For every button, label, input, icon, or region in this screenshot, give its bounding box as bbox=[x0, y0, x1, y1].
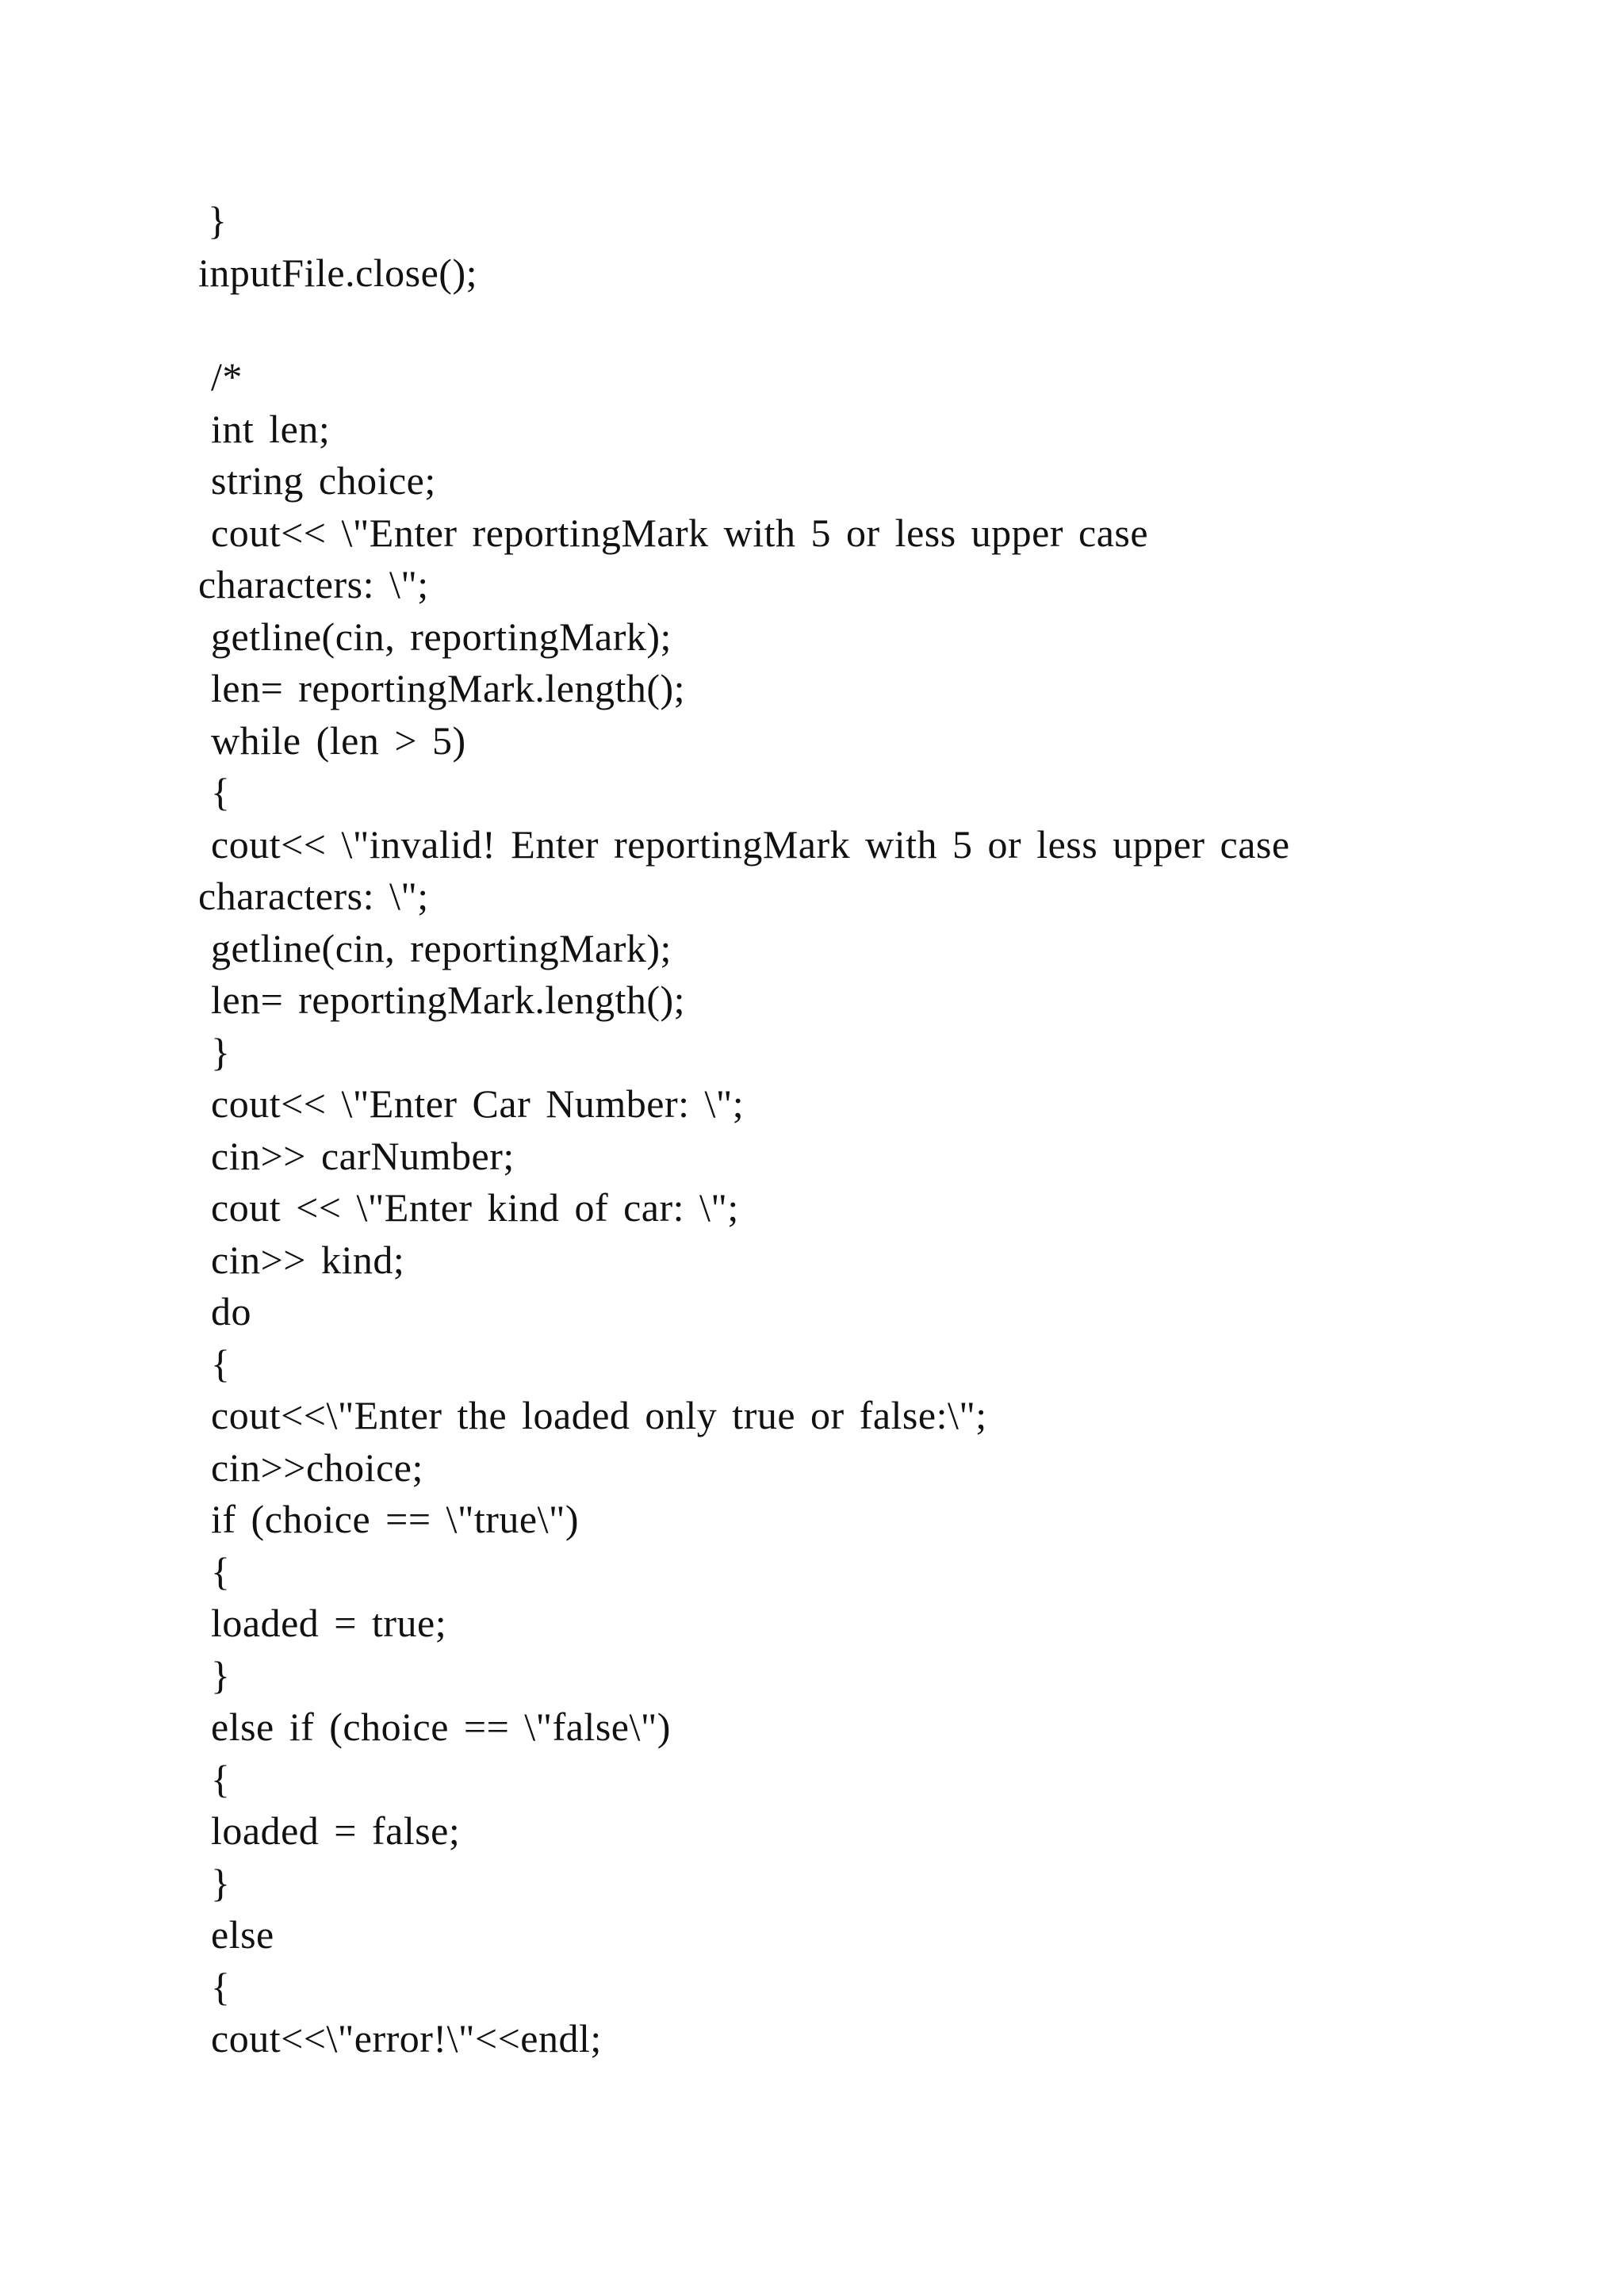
code-line: { bbox=[211, 1757, 231, 1801]
code-line: do bbox=[211, 1289, 251, 1334]
code-line: } bbox=[211, 1030, 231, 1074]
code-line: len= reportingMark.length(); bbox=[211, 666, 686, 710]
code-line: { bbox=[211, 1341, 231, 1386]
code-line: int len; bbox=[211, 407, 331, 451]
code-line: string choice; bbox=[211, 458, 436, 503]
code-line: { bbox=[211, 1549, 231, 1594]
code-line: len= reportingMark.length(); bbox=[211, 978, 686, 1022]
code-line: else bbox=[211, 1912, 274, 1957]
code-line: cout<<\"Enter the loaded only true or false:\"; bbox=[211, 1393, 987, 1437]
code-line: characters: \"; bbox=[198, 874, 429, 918]
code-line: getline(cin, reportingMark); bbox=[211, 926, 672, 970]
code-line: if (choice == \"true\") bbox=[211, 1497, 580, 1541]
code-line: { bbox=[211, 770, 231, 814]
code-line: cout<< \"Enter reportingMark with 5 or less upper case bbox=[211, 511, 1149, 555]
code-line: cin>> carNumber; bbox=[211, 1134, 515, 1178]
code-line: cin>> kind; bbox=[211, 1238, 405, 1282]
code-line: loaded = false; bbox=[211, 1808, 461, 1853]
code-line: else if (choice == \"false\") bbox=[211, 1705, 671, 1749]
code-line: loaded = true; bbox=[211, 1601, 447, 1645]
code-line: getline(cin, reportingMark); bbox=[211, 614, 672, 659]
code-line: cout << \"Enter kind of car: \"; bbox=[211, 1185, 739, 1230]
code-line: { bbox=[211, 1965, 231, 2009]
code-line: cin>>choice; bbox=[211, 1445, 423, 1490]
code-line: cout<< \"Enter Car Number: \"; bbox=[211, 1081, 745, 1126]
code-line: } bbox=[208, 198, 228, 243]
code-line: inputFile.close(); bbox=[198, 251, 477, 295]
code-line: /* bbox=[211, 354, 243, 399]
code-line: } bbox=[211, 1861, 231, 1905]
code-line: cout<<\"error!\"<<endl; bbox=[211, 2016, 602, 2061]
code-line: cout<< \"invalid! Enter reportingMark with 5 or less upper case bbox=[211, 822, 1290, 867]
code-line: characters: \"; bbox=[198, 562, 429, 607]
code-line: while (len > 5) bbox=[211, 718, 466, 763]
code-line: } bbox=[211, 1653, 231, 1697]
